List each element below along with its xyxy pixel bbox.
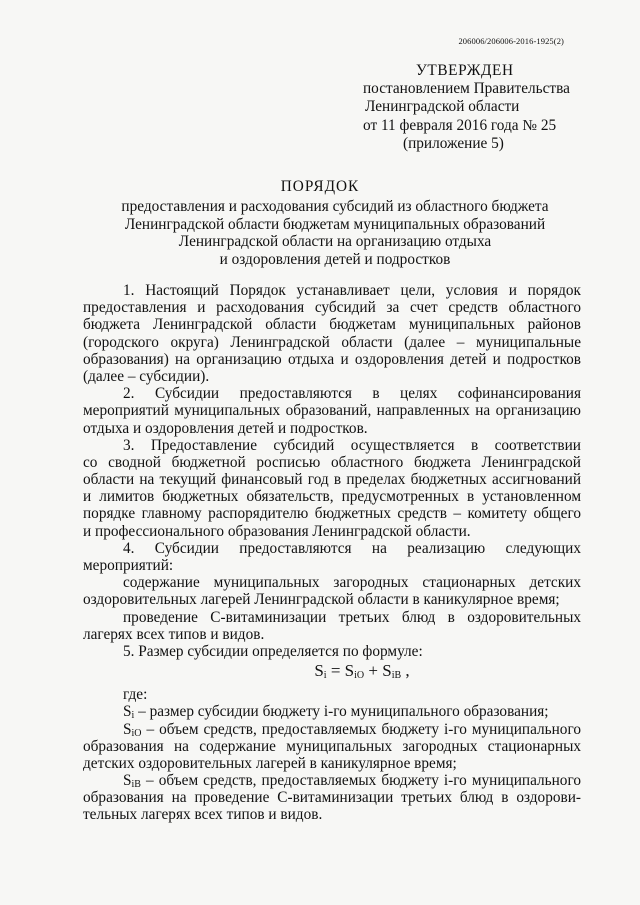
text-line: образования на проведение С-витаминизации третьих блюд в оздорови- xyxy=(83,789,581,807)
paragraph-4a xyxy=(83,574,581,608)
paragraph-4 xyxy=(83,540,581,574)
definition-sib xyxy=(83,772,581,824)
text-line: мероприятий муниципальных образований, направленных на организацию xyxy=(83,402,581,420)
text-line: тельных лагерях всех типов и видов. xyxy=(83,806,323,824)
where-label: где: xyxy=(123,686,148,704)
approval-line: Ленинградской области xyxy=(365,98,520,116)
subtitle-line: и оздоровления детей и подростков xyxy=(219,250,451,268)
approval-block xyxy=(363,62,613,153)
subtitle-line: Ленинградской области бюджетам муниципальных образований xyxy=(124,215,546,233)
text-line: проведение С-витаминизации третьих блюд в оздоровительных xyxy=(123,608,581,626)
text-line: образования) на организацию отдыха и оздоровления детей и подростков xyxy=(83,350,581,368)
text-line: и профессионального образования Ленинградской области. xyxy=(83,522,471,540)
text-line: (городского округа) Ленинградской области (далее – муниципальные xyxy=(83,333,581,351)
text-line: мероприятий: xyxy=(83,557,174,574)
formula-subscript: iO xyxy=(354,670,365,682)
text-line: оздоровительных лагерей Ленинградской области в каникулярное время; xyxy=(83,591,560,609)
subtitle-line: Ленинградской области на организацию отдыха xyxy=(178,233,492,251)
formula-operator: = xyxy=(326,661,345,681)
text-line xyxy=(83,721,581,738)
formula-operator: + xyxy=(364,661,383,681)
paragraph-2 xyxy=(83,385,581,437)
document-subtitle xyxy=(90,198,580,268)
formula-symbol: S xyxy=(382,661,392,681)
approval-line: (приложение 5) xyxy=(403,134,504,152)
definition-si xyxy=(83,703,581,720)
text-line: со сводной бюджетной росписью областного бюджета Ленинградской xyxy=(83,453,581,471)
term-symbol: S xyxy=(123,772,132,790)
formula-subscript: i xyxy=(323,670,327,682)
formula-symbol: S xyxy=(314,661,324,681)
term-text: – объем средств, предоставляемых бюджету i-го муниципального xyxy=(141,720,581,738)
text-line: 2. Субсидии предоставляются в целях софинансирования xyxy=(123,385,581,403)
term-symbol: S xyxy=(123,703,132,721)
formula-symbol: S xyxy=(344,661,355,681)
approval-line: от 11 февраля 2016 года № 25 xyxy=(363,116,557,134)
term-text: – объем средств, предоставляемых бюджету i-го муниципального xyxy=(140,772,581,790)
text-line: содержание муниципальных загородных стационарных детских xyxy=(123,574,581,592)
text-line: образования на содержание муниципальных загородных стационарных xyxy=(83,737,581,755)
text-line: бюджета Ленинградской области бюджетам муниципальных районов xyxy=(83,316,581,334)
paragraph-5 xyxy=(83,643,581,660)
paragraph-3 xyxy=(83,437,581,540)
formula-tail: , xyxy=(401,661,410,681)
text-line: 3. Предоставление субсидий осуществляется в соответствии xyxy=(123,436,581,454)
document-title: ПОРЯДОК xyxy=(280,178,360,195)
paragraph-4b xyxy=(83,609,581,643)
approval-line: постановлением Правительства xyxy=(363,80,570,98)
formula-subscript: iB xyxy=(391,670,402,682)
document-body xyxy=(83,282,581,824)
term-text: – размер субсидии бюджету i-го муниципального образования; xyxy=(134,703,549,721)
text-line xyxy=(83,772,581,789)
text-line: области на текущий финансовый год в пределах бюджетных ассигнований xyxy=(83,471,581,489)
text-line: порядке главному распорядителю бюджетных средств – комитету общего xyxy=(83,505,581,523)
term-subscript: i xyxy=(131,710,135,722)
text-line: 1. Настоящий Порядок устанавливает цели, условия и порядок xyxy=(123,282,581,299)
text-line: детских оздоровительных лагерей в каникулярное время; xyxy=(83,754,457,772)
text-line: и лимитов бюджетных обязательств, предусмотренных в установленном xyxy=(83,488,581,506)
text-line: 4. Субсидии предоставляются на реализацию следующих xyxy=(123,539,581,557)
paragraph-1 xyxy=(83,282,581,385)
term-subscript: iB xyxy=(131,779,141,791)
text-line: (далее – субсидии). xyxy=(83,367,210,385)
where-label-paragraph xyxy=(83,686,581,703)
approval-heading: УТВЕРЖДЕН xyxy=(416,62,514,79)
text-line: лагерях всех типов и видов. xyxy=(83,625,265,643)
term-subscript: iO xyxy=(131,727,142,739)
text-line xyxy=(83,703,581,720)
text-line: 5. Размер субсидии определяется по формуле: xyxy=(123,642,423,660)
definition-sio xyxy=(83,721,581,773)
term-symbol: S xyxy=(123,720,132,738)
document-code: 206006/206006-2016-1925(2) xyxy=(458,36,564,46)
text-line: отдыха и оздоровления детей и подростков. xyxy=(83,419,368,437)
subsidy-formula xyxy=(83,660,581,682)
text-line: предоставления и расходования субсидий за счет средств областного xyxy=(83,299,581,317)
subtitle-line: предоставления и расходования субсидий из областного бюджета xyxy=(121,198,549,215)
